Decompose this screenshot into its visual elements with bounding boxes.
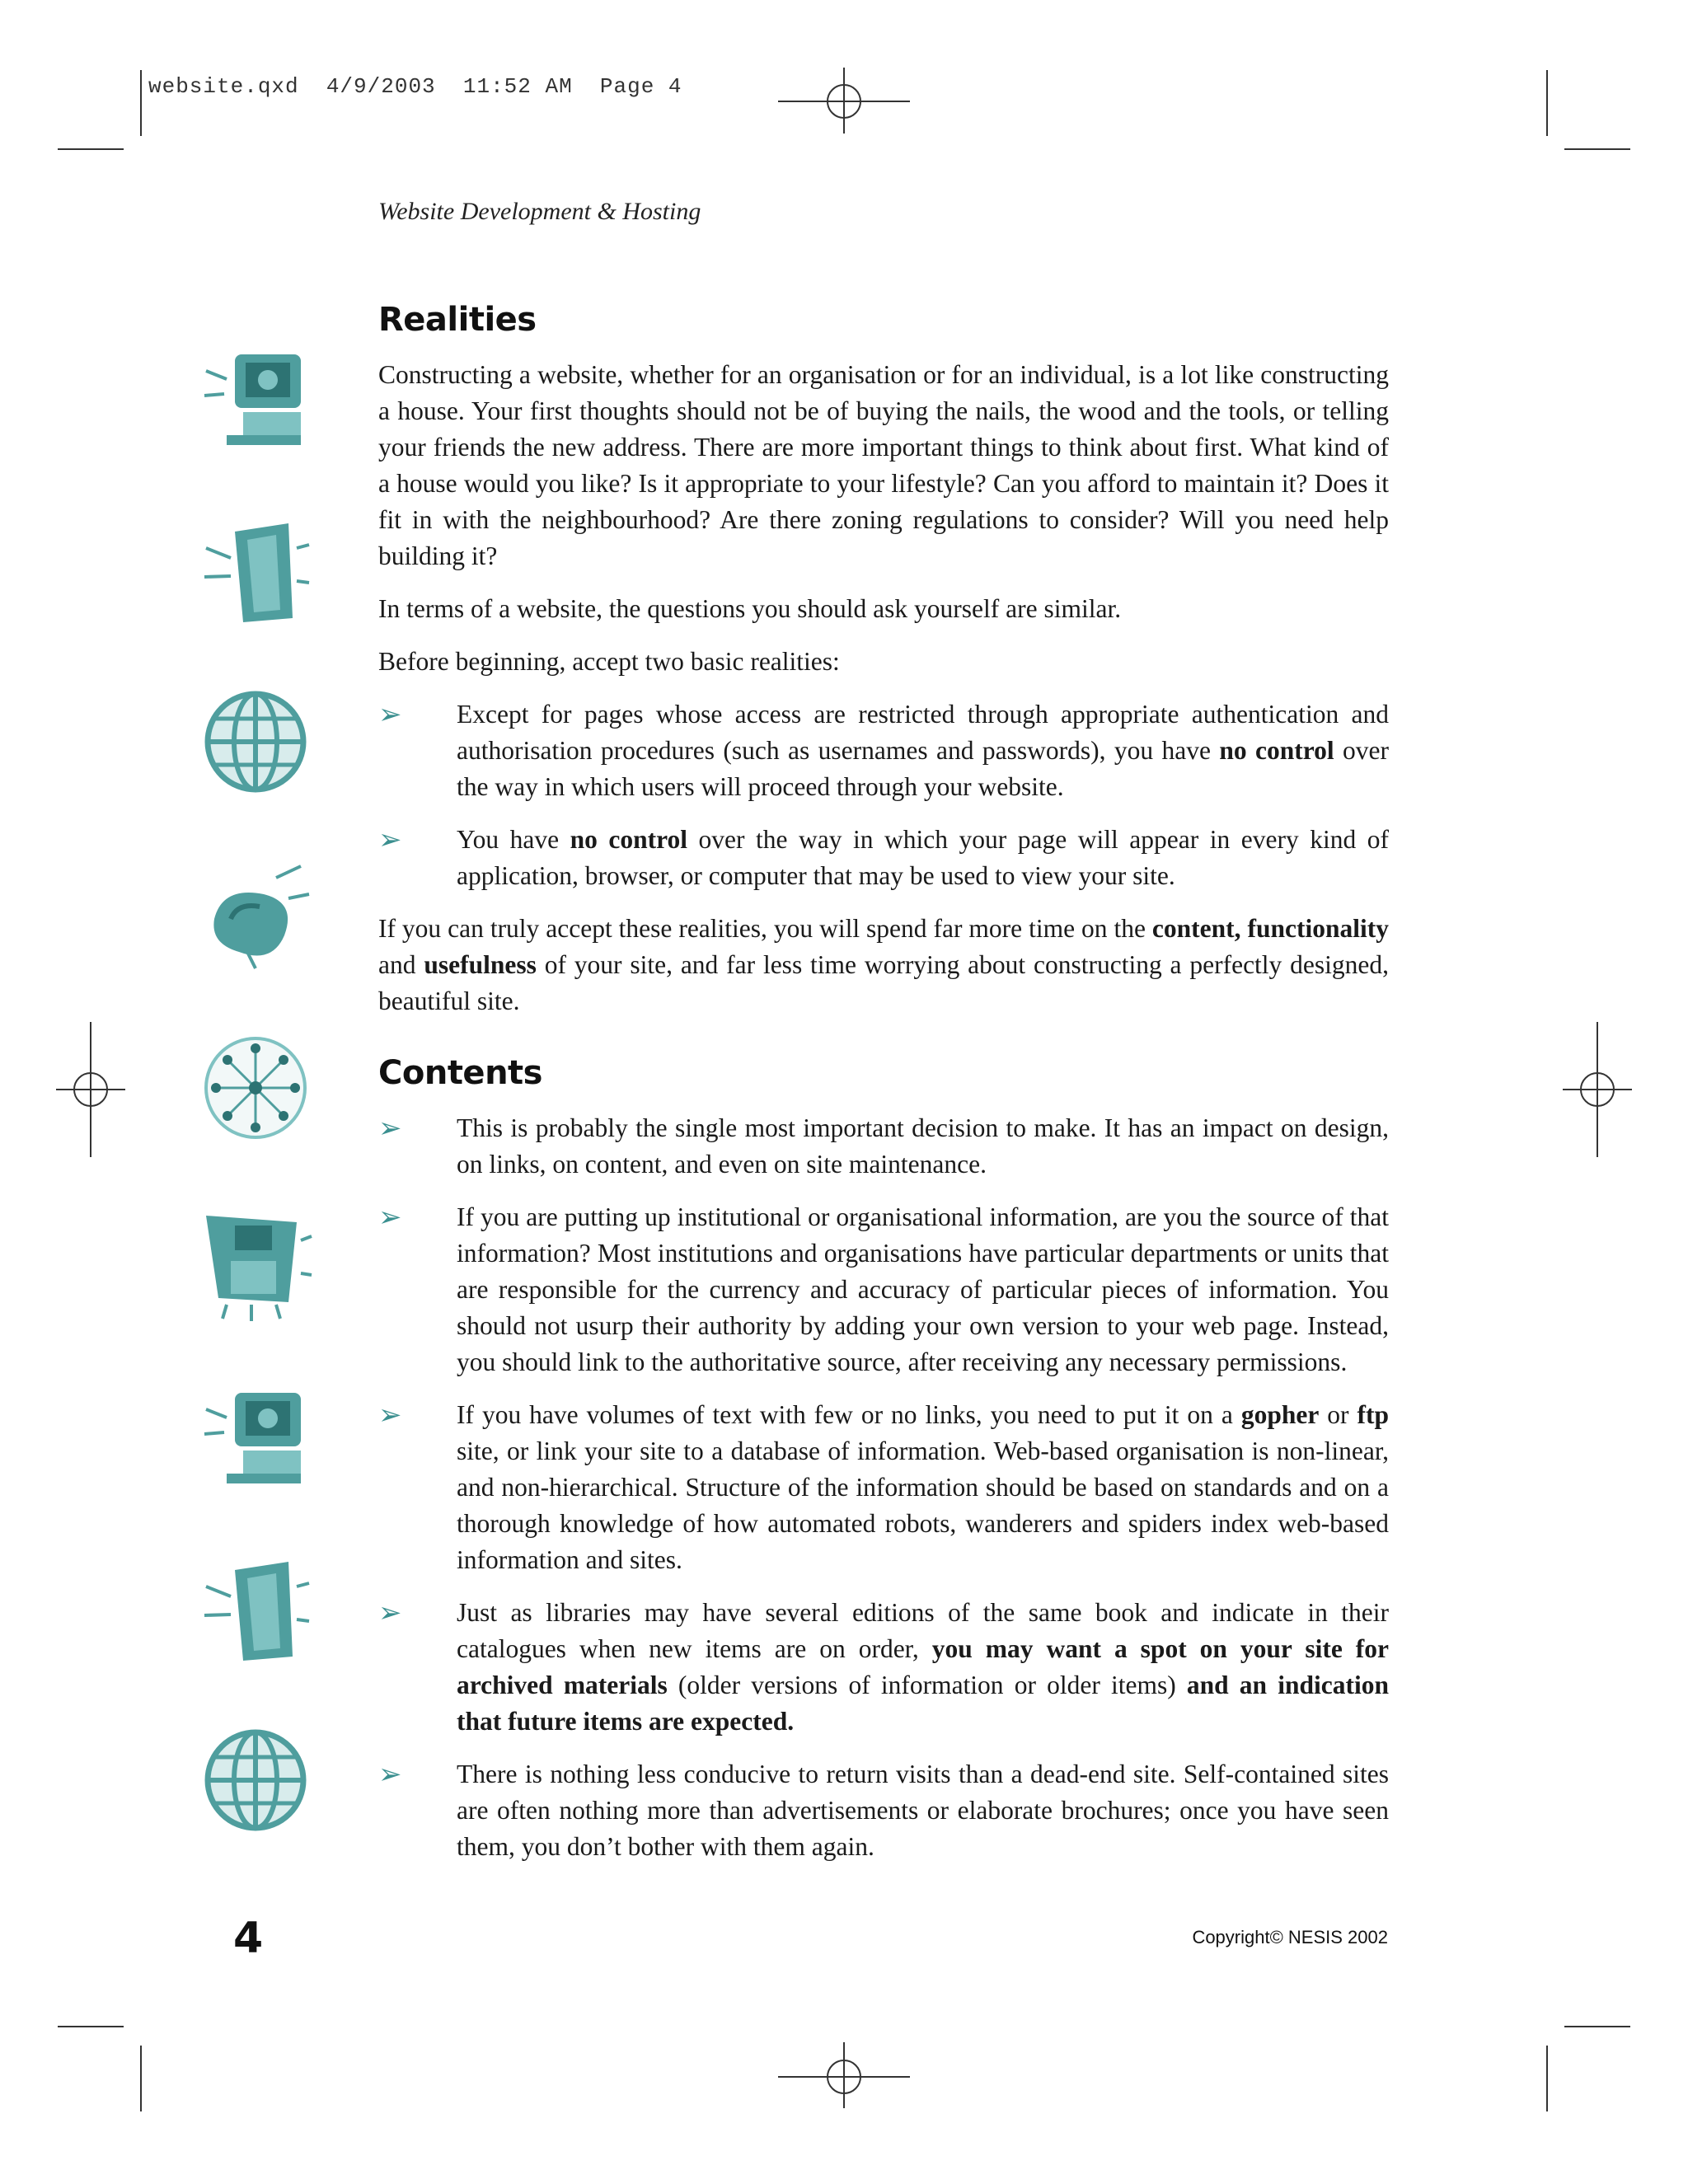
- registration-mark: [778, 2042, 910, 2110]
- crop-mark: [1546, 2046, 1548, 2111]
- bullet-item: [378, 1199, 1389, 1380]
- arrow-bullet-icon: ➢: [378, 1758, 402, 1791]
- slug-line: website.qxd 4/9/2003 11:52 AM Page 4: [148, 74, 682, 99]
- page-number: 4: [233, 1914, 264, 1963]
- bullet-item: [378, 696, 1389, 805]
- arrow-bullet-icon: ➢: [378, 1112, 402, 1145]
- paragraph: Before beginning, accept two basic realities:: [378, 647, 840, 676]
- arrow-bullet-icon: ➢: [378, 1399, 402, 1432]
- paragraph: Constructing a website, whether for an organisation or for an individual, is a lot like constructing a house. Your first thoughts should not be of buying the nails, the wood and the tools, or telling your friends the new address. There are more important things to think about first. What kind of a house would you like? Is it appropriate to your lifestyle? Can you afford to maintain it? Does it fit in with the neighbourhood? Are there zoning regulations to consider? Will you need help building it?: [378, 360, 1389, 570]
- bullet-item: [378, 822, 1389, 894]
- crop-mark: [1546, 70, 1548, 136]
- bullet-item: [378, 1595, 1389, 1740]
- paragraph: In terms of a website, the questions you should ask yourself are similar.: [378, 594, 1122, 623]
- computer-icon: [198, 338, 313, 453]
- crop-mark: [140, 2046, 142, 2111]
- running-head: Website Development & Hosting: [378, 198, 701, 225]
- emphasis: ftp: [1357, 1400, 1389, 1429]
- floppy-icon: [198, 1207, 313, 1323]
- mouse-icon: [198, 861, 313, 977]
- network-icon: [198, 1030, 313, 1146]
- tower-icon: [198, 1554, 313, 1669]
- crop-mark: [1564, 148, 1630, 150]
- crop-mark: [58, 2026, 124, 2027]
- copyright-notice: Copyright© NESIS 2002: [1192, 1927, 1388, 1947]
- registration-mark: [1563, 1022, 1632, 1157]
- computer-icon: [198, 1376, 313, 1492]
- tower-icon: [198, 515, 313, 630]
- arrow-bullet-icon: ➢: [378, 1596, 402, 1629]
- emphasis: and an indication that future items are expected.: [457, 1671, 1390, 1736]
- globe-icon: [198, 684, 313, 799]
- emphasis: no control: [570, 825, 688, 854]
- arrow-bullet-icon: ➢: [378, 1201, 402, 1234]
- arrow-bullet-icon: ➢: [378, 698, 402, 731]
- bullet-text: You have no control over the way in which your page will appear in every kind of application, browser, or computer that may be used to view your site.: [457, 825, 1389, 890]
- registration-mark: [778, 66, 910, 134]
- page-body: [378, 301, 1389, 1882]
- bullet-text: Except for pages whose access are restricted through appropriate authentication and authorisation procedures (such as usernames and passwords), you have no control over the way in which users will proceed through your website.: [457, 700, 1389, 801]
- bullet-item: [378, 1756, 1389, 1865]
- bullet-text: There is nothing less conducive to return visits than a dead-end site. Self-contained sites are often nothing more than advertisements or elaborate brochures; once you have seen them, you don’t bother with them again.: [457, 1760, 1389, 1861]
- crop-mark: [1564, 2026, 1630, 2027]
- emphasis: usefulness: [424, 950, 537, 979]
- emphasis: content, functionality: [1151, 914, 1389, 943]
- bullet-text: This is probably the single most important decision to make. It has an impact on design, on links, on content, and even on site maintenance.: [457, 1113, 1389, 1179]
- bullet-text: Just as libraries may have several editions of the same book and indicate in their catalogues when new items are on order, you may want a spot on your site for archived materials (older versions of information or older items) and an indication that future items are expected.: [457, 1598, 1390, 1736]
- arrow-bullet-icon: ➢: [378, 823, 402, 856]
- emphasis: gopher: [1240, 1400, 1320, 1429]
- bullet-text: If you have volumes of text with few or no links, you need to put it on a gopher or ftp site, or link your site to a database of information. Web-based organisation is non-linear, and non-hierarchical. Structure of the information should be based on standards and on a thorough knowledge of how automated robots, wanderers and spiders index web-based information and sites.: [457, 1400, 1389, 1574]
- bullet-item: [378, 1110, 1389, 1183]
- emphasis: you may want a spot on your site for archived materials: [457, 1634, 1389, 1699]
- crop-mark: [140, 70, 142, 136]
- registration-mark: [56, 1022, 125, 1157]
- section-heading-contents: Contents: [378, 1054, 542, 1092]
- crop-mark: [58, 148, 124, 150]
- emphasis: no control: [1219, 736, 1334, 765]
- bullet-text: If you are putting up institutional or organisational information, are you the source of that information? Most institutions and organisations have particular departments or units that are responsible for the currency and accuracy of particular pieces of information. You should not usurp their authority by adding your own version to your web page. Instead, you should link to the authoritative source, after receiving any necessary permissions.: [457, 1202, 1389, 1376]
- paragraph: If you can truly accept these realities, you will spend far more time on the content, functionality and usefulness of your site, and far less time worrying about constructing a perfectly designed, beautiful site.: [378, 914, 1389, 1015]
- globe-icon: [198, 1722, 313, 1838]
- bullet-item: [378, 1397, 1389, 1578]
- section-heading-realities: Realities: [378, 301, 537, 339]
